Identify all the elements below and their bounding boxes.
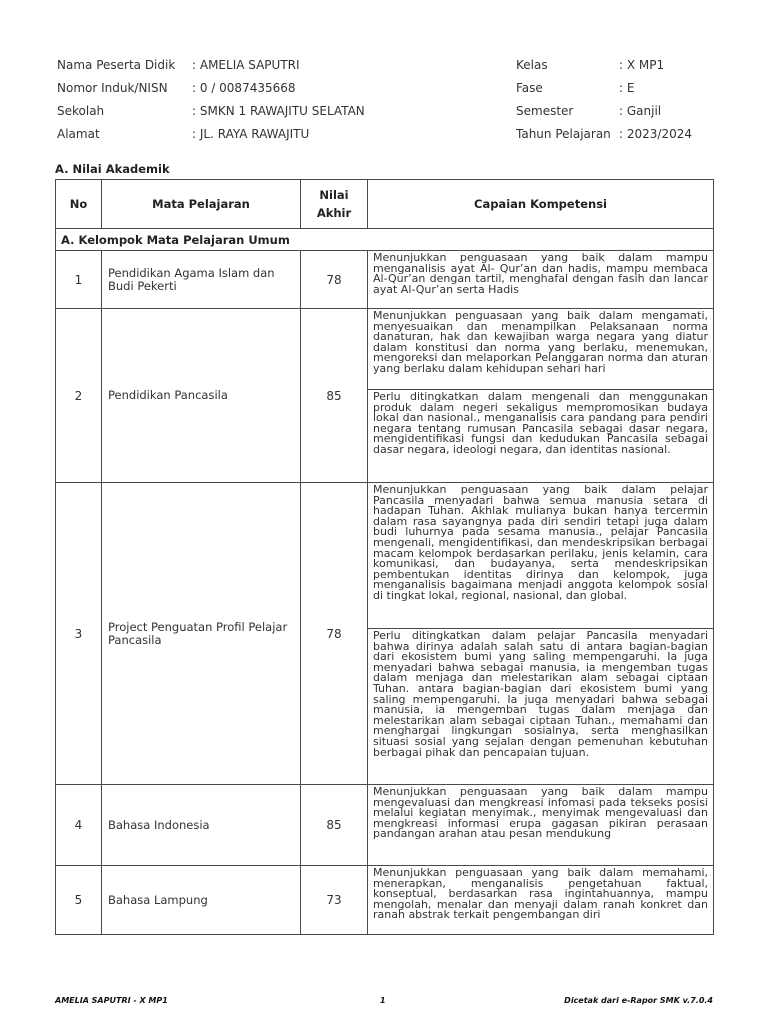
info-row-name — [57, 54, 365, 77]
row-competency: Perlu ditingkatkan dalam pelajar Pancasila menyadari bahwa dirinya adalah salah satu di antara bagian-bagian dari ekosistem bumi yang saling mempengaruhi. Ia juga menyadari bahwa sebagai manusia, ia mengemban tugas dalam menjaga dan melestarikan alam sebagai ciptaan Tuhan. antara bagian-bagian dari ekosistem bumi yang saling mempengaruhi. Ia juga menyadari bahwa sebagai manusia, ia mengemban tugas dalam menjaga dan melestarikan alam sebagai ciptaan Tuhan., memahami dan menghargai lingkungan sosialnya, serta menghasilkan situasi sosial yang sejalan dengan pemenuhan kebutuhan berbagai pihak dan pencapaian tujuan. — [368, 629, 714, 785]
info-row-phase — [516, 77, 692, 100]
row-competency: Menunjukkan penguasaan yang baik dalam mampu menganalisis ayat Al- Qur’an dan hadis, mampu membaca Al-Qur’an dengan tartil, menghafal dengan fasih dan lancar ayat Al-Qur’an serta Hadis — [368, 251, 714, 309]
info-label: Sekolah — [57, 104, 105, 118]
footer-app-version: Dicetak dari e-Rapor SMK v.7.0.4 — [564, 996, 713, 1005]
header-no: No — [56, 180, 102, 229]
student-info-left — [57, 54, 365, 146]
footer-page-number: 1 — [380, 996, 386, 1005]
table-row — [56, 483, 714, 629]
info-value: : Ganjil — [619, 104, 662, 118]
row-no: 1 — [56, 251, 102, 309]
info-row-school — [57, 100, 365, 123]
row-competency: Menunjukkan penguasaan yang baik dalam mengamati, menyesuaikan dan menampilkan Pelaksanaan norma danaturan, hak dan kewajiban warga negara yang diatur dalam konstitusi dan norma yang berlaku, menemukan, mengoreksi dan melaporkan Pelanggaran norma dan aturan yang berlaku dalam kehidupan sehari hari — [368, 309, 714, 390]
info-label: Nama Peserta Didik — [57, 58, 176, 72]
info-value: : AMELIA SAPUTRI — [192, 58, 300, 72]
row-subject: Pendidikan Pancasila — [102, 309, 301, 483]
table-row — [56, 866, 714, 935]
info-value: : JL. RAYA RAWAJITU — [192, 127, 310, 141]
info-label: Tahun Pelajaran — [516, 127, 611, 141]
info-value: : 2023/2024 — [619, 127, 692, 141]
row-no: 3 — [56, 483, 102, 785]
info-value: : 0 / 0087435668 — [192, 81, 296, 95]
row-competency: Menunjukkan penguasaan yang baik dalam pelajar Pancasila menyadari bahwa semua manusia setara di hadapan Tuhan. Akhlak mulianya bukan hanya tercermin dalam rasa sayangnya pada diri sendiri tetapi juga dalam budi luhurnya pada sesama manusia., pelajar Pancasila mengenali, mengidentifikasi, dan mendeskripsikan berbagai macam kelompok berdasarkan perilaku, jenis kelamin, cara komunikasi, dan budayanya, serta mendeskripsikan pembentukan identitas dirinya dan kelompok, juga menganalisis bagaimana menjadi anggota kelompok sosial di tingkat lokal, regional, nasional, dan global. — [368, 483, 714, 629]
info-row-year — [516, 123, 692, 146]
info-value: : X MP1 — [619, 58, 665, 72]
table-row — [56, 785, 714, 866]
row-grade: 73 — [301, 866, 368, 935]
row-subject: Pendidikan Agama Islam dan Budi Pekerti — [102, 251, 301, 309]
row-competency: Perlu ditingkatkan dalam mengenali dan menggunakan produk dalam negeri sekaligus mempromosikan budaya lokal dan nasional., menganalisis cara pandang para pendiri negara tentang rumusan Pancasila sebagai dasar negara, mengidentifikasi fungsi dan kedudukan Pancasila sebagai dasar negara, ideologi negara, dan identitas nasional. — [368, 390, 714, 483]
table-row — [56, 251, 714, 309]
grades-table — [55, 179, 714, 935]
row-competency: Menunjukkan penguasaan yang baik dalam memahami, menerapkan, menganalisis pengetahuan faktual, konseptual, berdasarkan rasa ingintahuannya, mampu mengolah, menalar dan menyaji dalam ranah konkret dan ranah abstrak terkait pengembangan diri — [368, 866, 714, 935]
table-header-row — [56, 180, 714, 229]
row-grade: 78 — [301, 251, 368, 309]
info-row-semester — [516, 100, 692, 123]
group-row — [56, 229, 714, 251]
info-value: : SMKN 1 RAWAJITU SELATAN — [192, 104, 365, 118]
table-row — [56, 309, 714, 390]
info-value: : E — [619, 81, 635, 95]
header-grade-label: Nilai Akhir — [316, 188, 352, 220]
row-subject: Bahasa Indonesia — [102, 785, 301, 866]
section-title: A. Nilai Akademik — [55, 162, 170, 176]
info-label: Alamat — [57, 127, 100, 141]
row-grade: 85 — [301, 785, 368, 866]
row-subject: Bahasa Lampung — [102, 866, 301, 935]
footer-student: AMELIA SAPUTRI - X MP1 — [55, 996, 168, 1005]
info-row-nisn — [57, 77, 365, 100]
row-grade: 85 — [301, 309, 368, 483]
row-subject: Project Penguatan Profil Pelajar Pancasila — [102, 483, 301, 785]
info-label: Kelas — [516, 58, 548, 72]
header-grade — [301, 180, 368, 229]
info-row-class — [516, 54, 692, 77]
group-label: A. Kelompok Mata Pelajaran Umum — [56, 229, 714, 251]
info-label: Fase — [516, 81, 543, 95]
header-competency: Capaian Kompetensi — [368, 180, 714, 229]
row-no: 4 — [56, 785, 102, 866]
row-no: 5 — [56, 866, 102, 935]
student-info-right — [516, 54, 692, 146]
info-label: Nomor Induk/NISN — [57, 81, 168, 95]
row-grade: 78 — [301, 483, 368, 785]
row-no: 2 — [56, 309, 102, 483]
header-subject: Mata Pelajaran — [102, 180, 301, 229]
info-row-address — [57, 123, 365, 146]
row-competency: Menunjukkan penguasaan yang baik dalam mampu mengevaluasi dan mengkreasi infomasi pada tekseks posisi melalui kegiatan menyimak., menyimak mengevaluasi dan mengkreasi informasi erupa gagasan pikiran perasaan pandangan arahan atau pesan mendukung — [368, 785, 714, 866]
info-label: Semester — [516, 104, 574, 118]
